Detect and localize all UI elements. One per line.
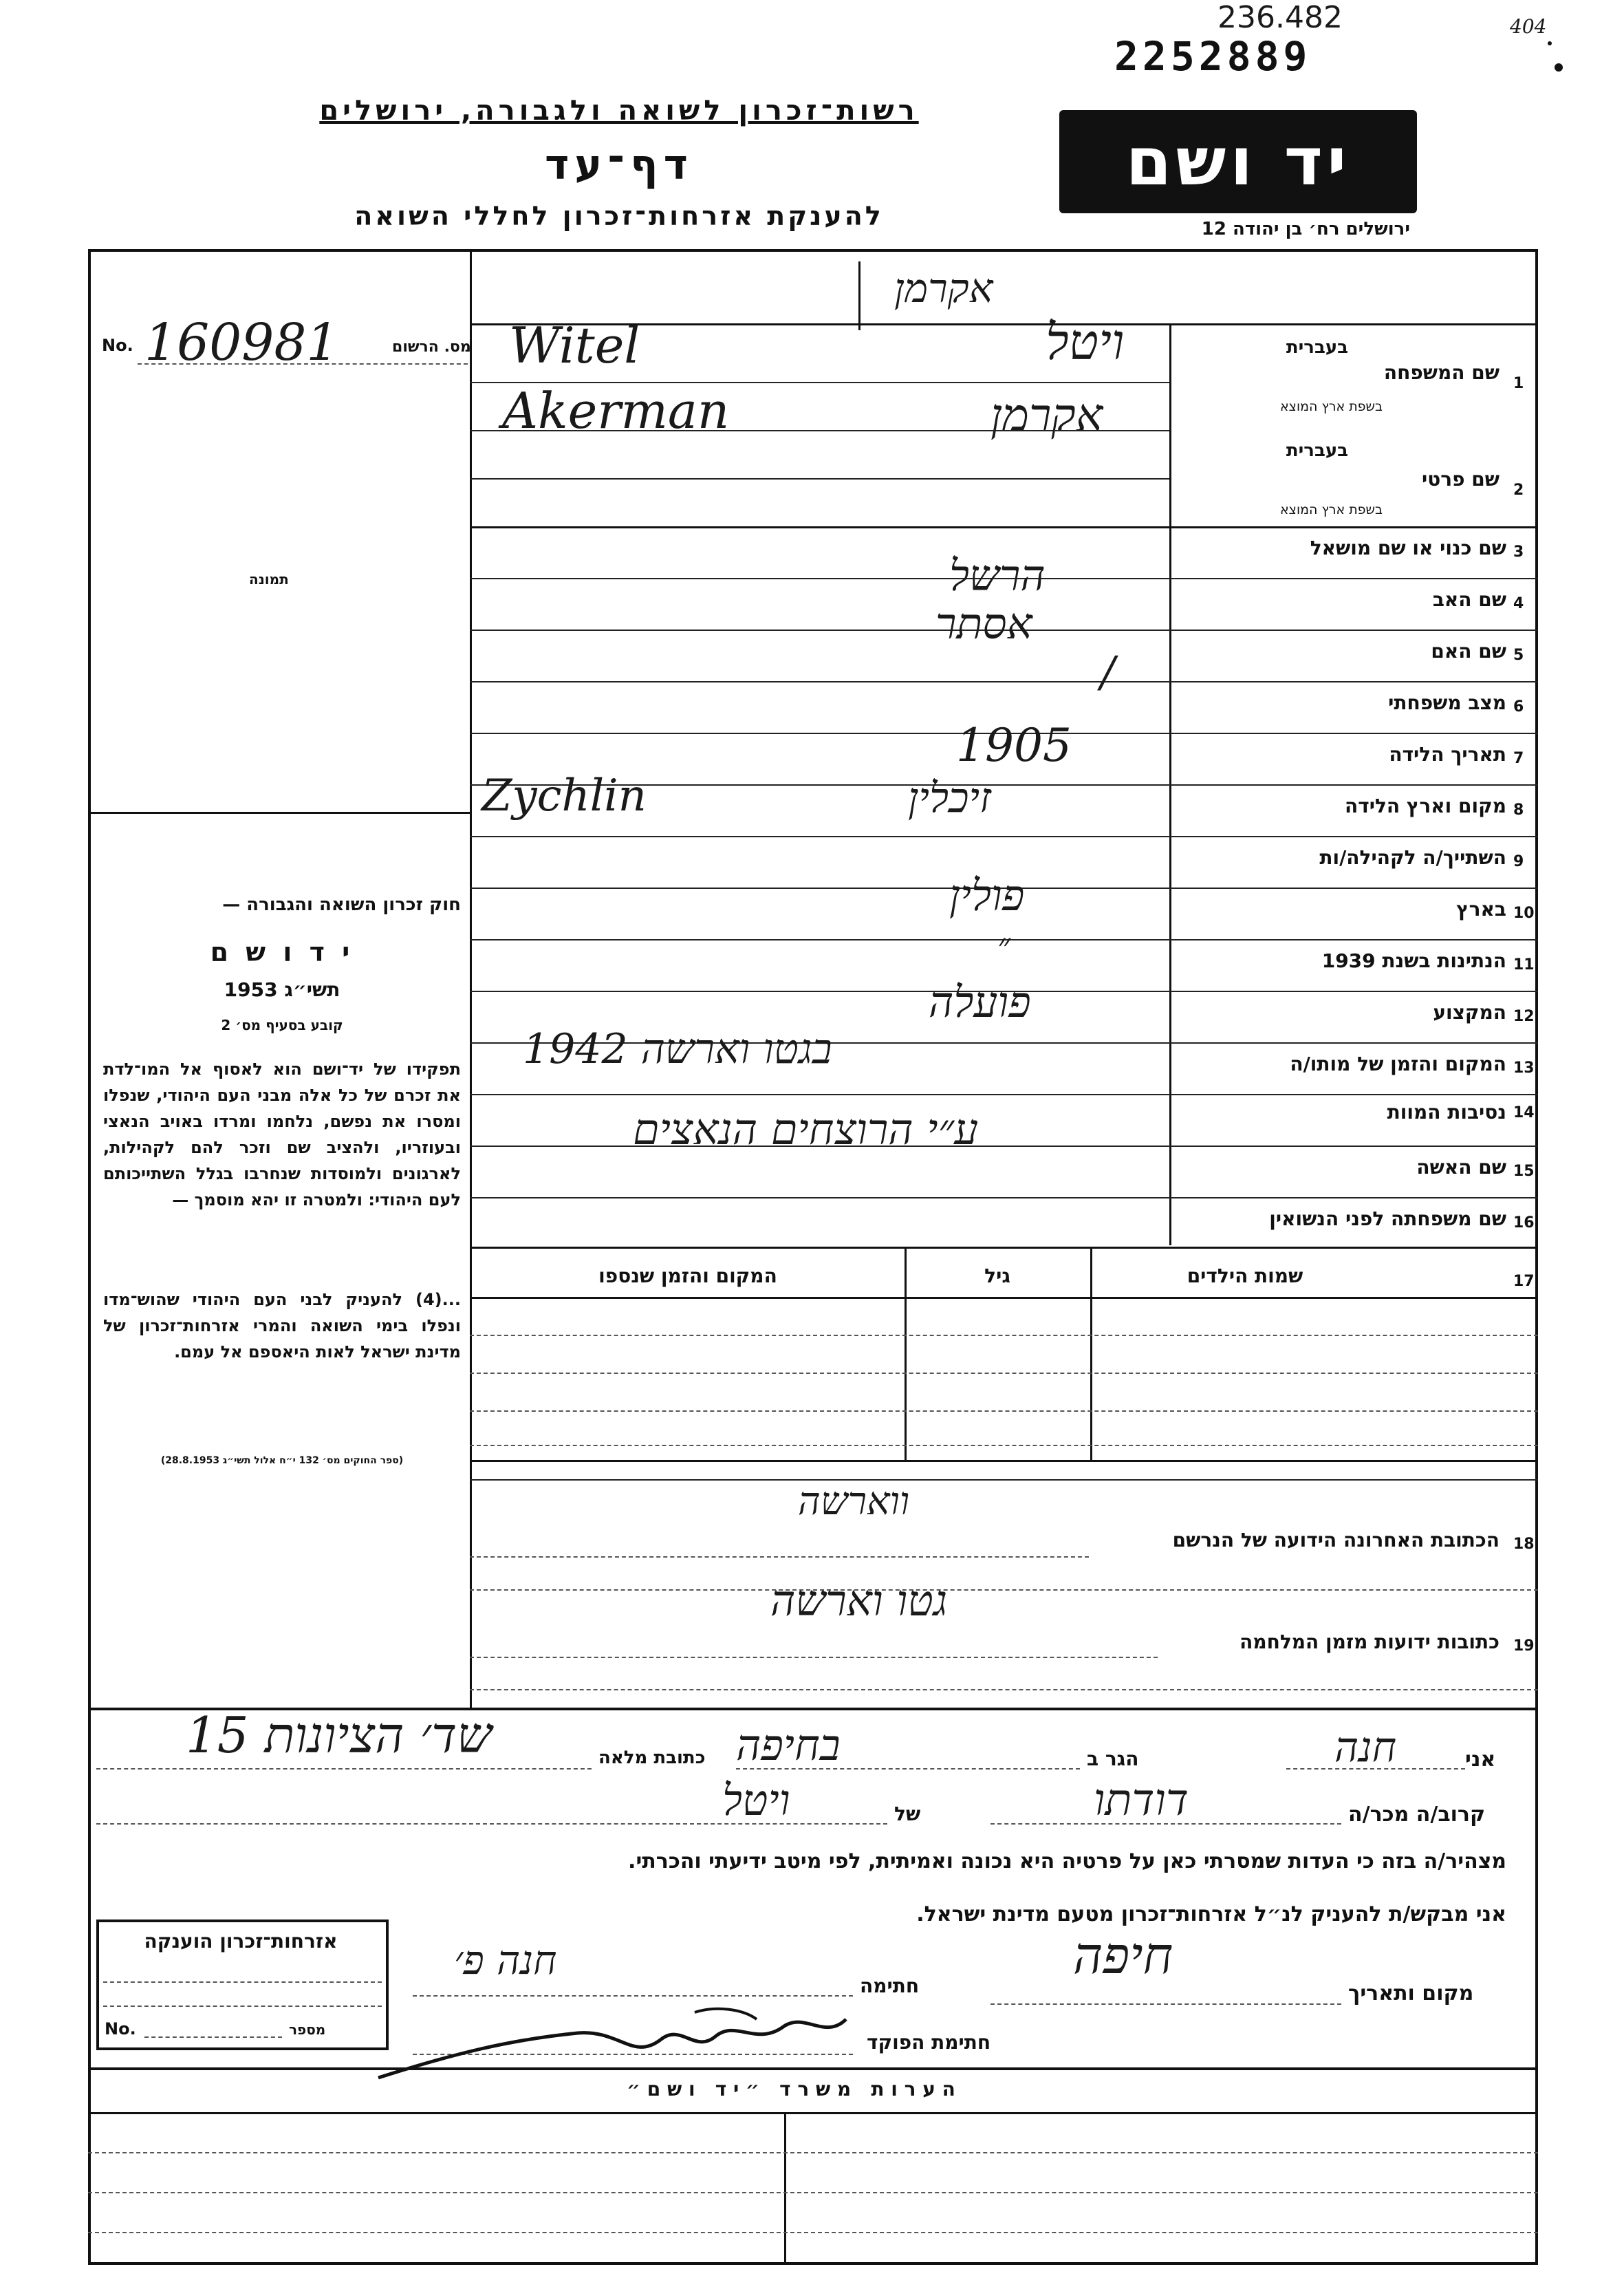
line (96, 1768, 592, 1770)
birth-place-latin-value: Zychlin (481, 771, 647, 821)
field-number: 7 (1513, 750, 1524, 767)
declaration-ani-label: אני (1465, 1748, 1496, 1772)
field-number: 10 (1513, 905, 1535, 922)
resides-label: הגר ב (1087, 1748, 1139, 1770)
field-label-mother-name: שם האם (1431, 640, 1506, 663)
field-label-family-name: שם המשפחה (1383, 361, 1500, 384)
row-line (470, 1589, 1538, 1591)
of-value: ויטל (722, 1775, 790, 1825)
row-line (470, 1094, 1538, 1095)
field-number: 18 (1513, 1536, 1535, 1553)
signature-label: חתימה (860, 1975, 920, 1997)
full-address-value: שד׳ הציונות 15 (186, 1706, 492, 1764)
children-row-line (470, 1445, 1538, 1446)
notes-header-line (88, 2112, 1538, 2114)
children-col-divider (1090, 1247, 1092, 1460)
first-name-hebrew-value: אקרמן (990, 389, 1103, 442)
relative-value: דודתו (1094, 1775, 1189, 1826)
field-number: 13 (1513, 1060, 1535, 1077)
field-label-maiden-name: שם משפחתה לפני הנשואין (1269, 1207, 1506, 1230)
law-text-2: ...(4) להעניק לבני העם היהודי שהוש־מדו ונפלו בימי השואה והמרי אזרחות־זכרון של מדינת ישראל לאות היאספם אל עמם. (103, 1290, 461, 1362)
notes-top-line (88, 2067, 1538, 2070)
last-address-value: ווארשה (798, 1479, 910, 1524)
field-label-wife-name: שם האשה (1416, 1156, 1506, 1179)
row-line (470, 430, 1169, 431)
form-title: דף־עד (545, 141, 693, 189)
field-label-last-address: הכתובת האחרונה הידועה של הנרשם (1172, 1529, 1500, 1551)
office-notes-title: ה ע ר ו ת מ ש ר ד ״ י ד ו ש ם ״ (627, 2078, 955, 2100)
ink-dot (1555, 63, 1563, 72)
field-number: 12 (1513, 1008, 1535, 1025)
death-place-time-value: בגטו וארשה 1942 (523, 1025, 832, 1073)
left-column-divider (470, 249, 472, 1708)
field-label-first-name: שם פרטי (1421, 468, 1500, 491)
field-label-death-circumstances: נסיבות המוות (1387, 1101, 1506, 1123)
notes-line (88, 2152, 1538, 2153)
place-date-label: מקום ותאריך (1348, 1981, 1474, 2005)
notes-line (88, 2232, 1538, 2233)
field-label-marital-status: מצב משפחתי (1388, 691, 1506, 714)
registration-no-label: No. (102, 336, 133, 355)
ink-stroke (858, 261, 860, 330)
row-line (470, 1689, 1538, 1690)
citizenship-value: ״ (997, 925, 1010, 965)
field-label-profession: המקצוע (1433, 1001, 1506, 1024)
yad-vashem-logo (1059, 110, 1417, 213)
line (736, 1768, 1080, 1770)
notes-divider (784, 2112, 786, 2265)
relative-label: קרוב/ה מכר/ה (1348, 1803, 1486, 1827)
field-label-wartime-address: כתובות ידועות מזמן המלחמה (1239, 1631, 1500, 1653)
field-number: 19 (1513, 1637, 1535, 1655)
row-line (470, 526, 1538, 528)
mother-name-value: אסתר (935, 599, 1032, 649)
place-date-value: חיפה (1073, 1926, 1173, 1986)
memorial-box-title: אזרחות־זכרון הוענקה (144, 1930, 338, 1953)
line (990, 2003, 1341, 2005)
field-label-community: השתייך/ה לקהילה/ות (1319, 846, 1506, 869)
field-number: 9 (1513, 853, 1524, 870)
declarant-name-value: חנה (1334, 1723, 1397, 1772)
declaration-request: אני מבקש/ת להעניק לנ״ל אזרחות־זכרון מטעם מדינת ישראל. (916, 1902, 1506, 1926)
line (990, 1823, 1341, 1825)
children-col-names: שמות הילדים (1187, 1265, 1303, 1287)
profession-value: פועלה (929, 977, 1031, 1027)
address-label: כתובת מלאה (598, 1748, 706, 1768)
family-name-native-value: Witel (509, 316, 640, 374)
logo-address: ירושלים רח׳ בן יהודה 12 (1201, 219, 1410, 239)
officer-signature-scribble (371, 1999, 853, 2088)
row-line (470, 836, 1538, 837)
row-line (470, 1146, 1538, 1147)
field-label-birth-date: תאריך הלידה (1389, 743, 1506, 766)
line (413, 1995, 853, 1997)
children-col-divider (905, 1247, 907, 1460)
row-line (470, 681, 1538, 682)
birth-place-value: זיכלין (908, 774, 991, 822)
line (103, 1981, 382, 1983)
wartime-address-value: גטו וארשה (770, 1576, 948, 1626)
memorial-number-label: מספר (289, 2021, 326, 2038)
children-row-line (470, 1410, 1538, 1412)
field-sub-hebrew: בעברית (1286, 440, 1348, 461)
notes-line (88, 2192, 1538, 2193)
logo-text: יד ושם (1125, 123, 1351, 200)
first-name-native-value: Akerman (502, 382, 730, 440)
field-number: 16 (1513, 1214, 1535, 1232)
law-text-1: תפקידו של יד־ושם הוא לאסוף אל המו־לדת את זכרם של כל אלה מבני העם היהודי, שנפלו ומסרו את נפשם, נלחמו ומרדו באויב הנאצי ובעוזריו, ולהציב שם וזכר להם לקהילות, לארגונים ולמוסדות שנחרבו בגלל השתייכותם לעם היהודי: ולמטרה זו יהא מוסמך — (103, 1060, 461, 1209)
field-sub-native: בשפת ארץ המוצא (1279, 502, 1383, 517)
children-col-age: גיל (984, 1265, 1010, 1287)
memorial-no-label: No. (105, 2019, 136, 2039)
declaration-statement: מצהיר/ה בזה כי העדות שמסרתי כאן על פרטיה היא נכונה ואמיתית, לפי מיטב ידיעתי והכרתי. (628, 1849, 1506, 1873)
field-number: 14 (1513, 1104, 1535, 1121)
archive-corner-mark: 404 (1510, 15, 1547, 38)
of-label: של (894, 1803, 921, 1825)
children-row-line (470, 1335, 1538, 1336)
photo-label: תמונה (249, 571, 289, 588)
field-label-citizenship-1939: הנתינות בשנת 1939 (1321, 949, 1506, 972)
children-bottom-line (470, 1460, 1538, 1462)
law-name: י ד ו ש ם (210, 937, 354, 967)
field-number: 5 (1513, 647, 1524, 664)
field-number: 2 (1513, 482, 1524, 499)
death-circumstances-value: ע״י הרוצחים הנאצים (633, 1104, 979, 1154)
birth-date-value: 1905 (956, 719, 1072, 772)
photo-box-bottom (88, 812, 470, 814)
stamped-number: 2252889 (1114, 33, 1312, 80)
line (103, 2005, 382, 2007)
field-number: 15 (1513, 1163, 1535, 1180)
field-label-birth-place: מקום וארץ הלידה (1345, 795, 1506, 817)
declarant-signature: חנה פ׳ (454, 1937, 557, 1983)
field-number: 17 (1513, 1273, 1535, 1290)
ink-dot (1548, 41, 1552, 45)
line (144, 2036, 282, 2038)
field-number: 4 (1513, 595, 1524, 612)
line (1286, 1768, 1465, 1770)
form-purpose: להענקת אזרחות־זכרון לחללי השואה (354, 201, 884, 231)
line (96, 1823, 887, 1825)
row-line (470, 1556, 1089, 1558)
row-line (470, 1479, 1538, 1481)
marital-status-value: / (1101, 647, 1115, 697)
law-clause: קובע בסעיף מס׳ 2 (221, 1017, 343, 1033)
children-row-line (470, 1373, 1538, 1374)
law-source: (ספר החוקים מס׳ 132 י״ח אלול תשי״ג 28.8.1953) (160, 1455, 404, 1466)
row-line (470, 1247, 1538, 1249)
field-label-death-place-time: המקום והזמן של מותו/ה (1290, 1053, 1506, 1075)
registration-label: מס. הרשום (392, 338, 471, 356)
row-line (470, 478, 1169, 480)
father-name-value: הרשל (949, 550, 1046, 601)
officer-signature-label: חתימת הפוקד (867, 2031, 991, 2054)
authority-title: רשות־זכרון לשואה ולגבורה, ירושלים (319, 95, 919, 127)
law-year: תשי״ג 1953 (224, 978, 340, 1001)
field-sub-hebrew: בעברית (1286, 337, 1348, 358)
children-header-line (470, 1297, 1538, 1299)
children-col-place: המקום והזמן שנספו (598, 1265, 777, 1287)
field-label-father-name: שם האב (1432, 588, 1506, 611)
row-line (470, 1197, 1538, 1198)
field-number: 1 (1513, 375, 1524, 392)
field-number: 8 (1513, 802, 1524, 819)
registration-number: 160981 (144, 313, 339, 372)
family-name-hebrew-value: ויטל (1046, 313, 1125, 371)
field-label-country: בארץ (1456, 898, 1506, 921)
field-number: 6 (1513, 698, 1524, 716)
country-value: פולין (949, 870, 1025, 921)
law-title: חוק זכרון השואה והגבורה — (222, 894, 461, 915)
resides-value: בחיפה (736, 1720, 841, 1770)
row-line (470, 1657, 1158, 1658)
field-sub-native: בשפת ארץ המוצא (1279, 399, 1383, 414)
registration-line (138, 363, 468, 365)
archive-corner-number: 236.482 (1217, 0, 1343, 35)
field-number: 11 (1513, 956, 1535, 974)
field-number: 3 (1513, 544, 1524, 561)
top-note: אקרמן (894, 265, 993, 312)
field-label-nickname: שם כנוי או שם מושאל (1310, 537, 1506, 559)
